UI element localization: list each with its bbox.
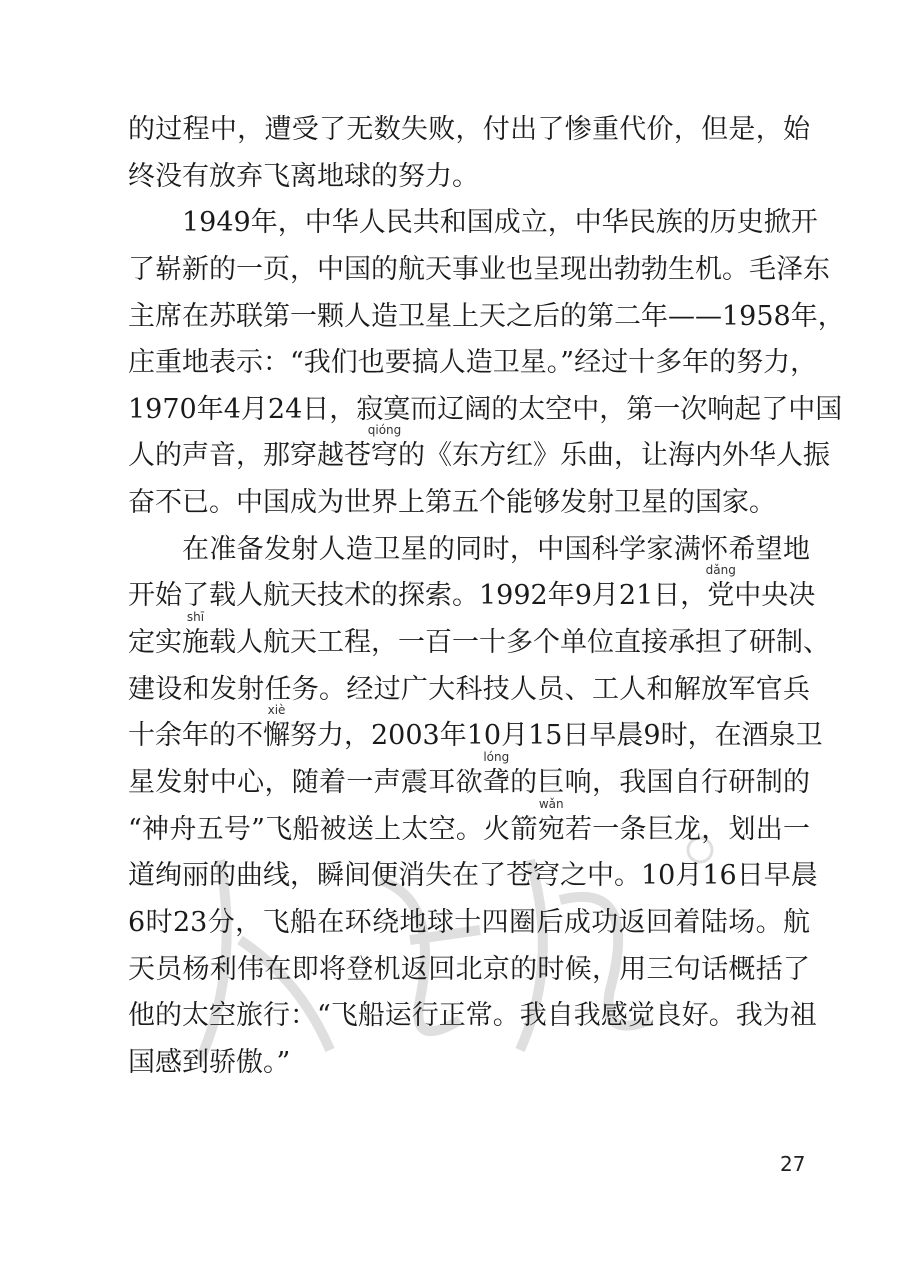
text-line (128, 796, 811, 854)
text-line (128, 423, 830, 480)
text-line (128, 247, 830, 294)
pinyin-annotation: wǎn (538, 796, 564, 811)
text-line (128, 703, 823, 760)
text-run: 1970年4月24日，寂寞而辽阔的太空中，第一次响起了中国 (128, 393, 843, 425)
text-line (128, 749, 811, 807)
text-run: 开始了载人航天技术的探索。1992年9月21日， (128, 580, 708, 612)
page-number: 27 (780, 1152, 806, 1176)
annotated-character (367, 423, 402, 480)
text-line (128, 947, 810, 994)
text-run: 人的声音，那穿越苍 (128, 440, 371, 472)
annotated-character (263, 703, 290, 760)
text-line (128, 154, 810, 201)
pinyin-annotation: xiè (267, 703, 286, 718)
text-run: 定实 (128, 627, 182, 659)
text-run: 天员杨利伟在即将登机返回北京的时候，用三句话概括了 (128, 953, 810, 985)
annotated-character (182, 610, 209, 667)
text-run: 在准备发射人造卫星的同时，中国科学家满怀希望地 (182, 533, 810, 565)
text-run: 的过程中，遭受了无数失败，付出了惨重代价，但是，始 (128, 114, 810, 145)
text-line (128, 107, 810, 154)
text-line (128, 387, 843, 438)
text-run: 他的太空旅行：“飞船运行正常。我自我感觉良好。我为祖 (128, 1000, 817, 1032)
text-run: 了崭新的一页，中国的航天事业也呈现出勃勃生机。毛泽东 (128, 253, 830, 285)
text-line (128, 200, 818, 247)
text-run: 道绚丽的曲线，瞬间便消失在了苍穹之中。10月16日早晨 (128, 860, 818, 892)
text-line (128, 340, 818, 387)
character: 施 (182, 627, 209, 659)
character: 懈 (263, 720, 290, 752)
pinyin-annotation: qióng (367, 423, 402, 438)
text-line (128, 1040, 810, 1087)
text-run: 若一条巨龙，划出一 (564, 813, 811, 845)
text-line (128, 853, 818, 900)
character: 聋 (482, 766, 510, 798)
text-run: 国感到骄傲。” (128, 1046, 291, 1078)
text-run: 庄重地表示：“我们也要搞人造卫星。”经过十多年的努力， (128, 347, 818, 379)
annotated-character (482, 749, 510, 807)
pinyin-annotation: lóng (483, 749, 510, 764)
text-run: 努力，2003年10月15日早晨9时，在酒泉卫 (290, 720, 823, 752)
text-line (128, 667, 810, 718)
annotated-character (705, 563, 736, 620)
text-run: 星发射中心，随着一声震耳欲 (128, 766, 483, 798)
character: 宛 (537, 813, 565, 845)
text-run: 奋不已。中国成为世界上第五个能够发射卫星的国家。 (128, 487, 776, 519)
text-run: 1949年，中华人民共和国成立，中华民族的历史掀开 (182, 207, 818, 239)
text-line (128, 610, 830, 667)
text-line (128, 993, 817, 1040)
text-run: 主席在苏联第一颗人造卫星上天之后的第二年——1958年， (128, 300, 845, 332)
text-run: 中央决 (734, 580, 816, 612)
text-run: 的巨响，我国自行研制的 (509, 766, 811, 798)
text-run: 6时23分，飞船在环绕地球十四圈后成功返回着陆场。航 (128, 906, 810, 938)
character: 穹 (371, 440, 398, 472)
text-line (128, 563, 816, 620)
character: 党 (707, 580, 735, 612)
text-run: “神舟五号”飞船被送上太空。火箭 (128, 813, 538, 845)
text-run: 载人航天工程，一百一十多个单位直接承担了研制、 (209, 627, 830, 659)
annotated-character (537, 796, 565, 854)
body-text (128, 107, 845, 1086)
text-run: 建设和发射任务。经过广大科技人员、工人和解放军官兵 (128, 673, 810, 705)
text-run: 十余年的不 (128, 720, 263, 752)
text-run: 的《东方红》乐曲，让海内外华人振 (398, 440, 830, 472)
text-line (128, 294, 845, 341)
text-line (128, 900, 810, 947)
text-line (128, 480, 810, 527)
pinyin-annotation: shī (186, 610, 205, 625)
text-run: 终没有放弃飞离地球的努力。 (128, 160, 479, 192)
pinyin-annotation: dǎng (705, 563, 736, 578)
